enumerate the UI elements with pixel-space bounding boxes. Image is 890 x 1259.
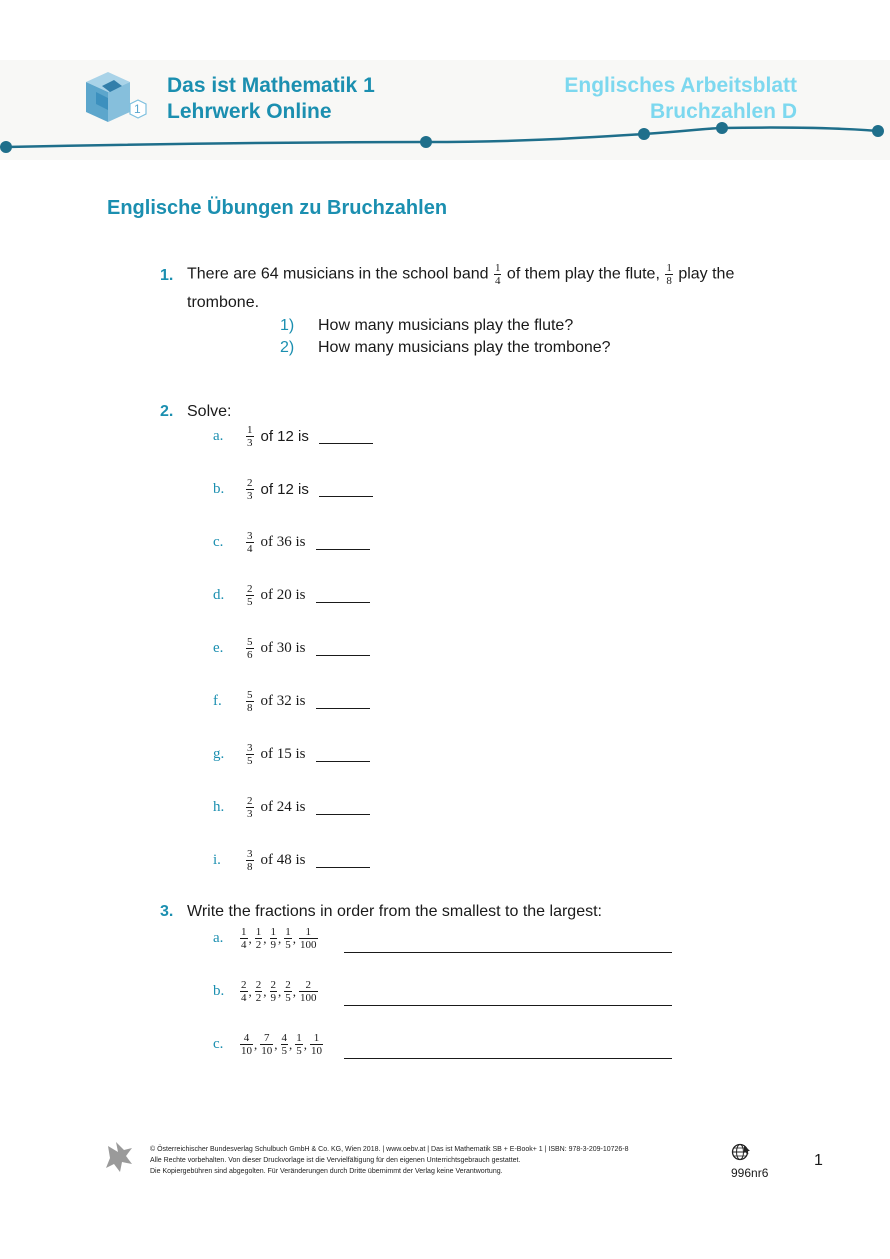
- fraction: $\frac{1}{4}$: [494, 262, 501, 287]
- answer-blank[interactable]: [319, 429, 373, 444]
- fraction: $\frac{2}{5}$: [247, 583, 253, 608]
- solve-item: [213, 477, 373, 502]
- order-row: [213, 926, 319, 951]
- item-letter: g.: [213, 746, 225, 762]
- item-letter: f.: [213, 693, 222, 709]
- item-letter: c.: [213, 534, 224, 550]
- comma: ,: [263, 983, 267, 999]
- q1-sub-number: 1): [280, 317, 295, 334]
- q1-text-b: of them play the flute,: [506, 265, 660, 283]
- answer-blank[interactable]: [316, 694, 370, 709]
- fraction: $\frac{1}{5}$: [296, 1032, 302, 1057]
- item-text: of 36 is: [260, 534, 306, 550]
- comma: ,: [274, 1036, 278, 1052]
- curve-dot: [638, 128, 650, 140]
- comma: ,: [254, 1036, 258, 1052]
- comma: ,: [289, 1036, 293, 1052]
- curve-dot: [872, 125, 884, 137]
- item-letter: d.: [213, 587, 225, 603]
- comma: ,: [292, 983, 296, 999]
- item-text: of 30 is: [260, 640, 306, 656]
- item-text: of 24 is: [260, 799, 306, 815]
- answer-blank[interactable]: [316, 853, 370, 868]
- answer-line[interactable]: [344, 1005, 672, 1006]
- order-row: [213, 1032, 324, 1057]
- item-text: of 32 is: [260, 693, 306, 709]
- item-letter: b.: [213, 983, 225, 999]
- publisher-logo-icon: [104, 1142, 134, 1174]
- solve-item: [213, 530, 370, 555]
- sheet-title: Englisches Arbeitsblatt: [564, 74, 797, 97]
- fraction: $\frac{3}{5}$: [247, 742, 253, 767]
- book-subtitle: Lehrwerk Online: [167, 100, 332, 123]
- fraction: $\frac{2}{9}$: [270, 979, 276, 1004]
- fraction: $\frac{1}{5}$: [285, 926, 291, 951]
- q1-sub-text: How many musicians play the flute?: [318, 317, 574, 334]
- fraction: $\frac{4}{10}$: [241, 1032, 252, 1057]
- answer-blank[interactable]: [319, 482, 373, 497]
- curve-dot: [0, 141, 12, 153]
- item-letter: c.: [213, 1036, 224, 1052]
- fraction: $\frac{3}{8}$: [247, 848, 253, 873]
- q1-text: [187, 262, 807, 287]
- solve-item: [213, 742, 370, 767]
- book-title: Das ist Mathematik 1: [167, 74, 375, 97]
- fraction: $\frac{1}{8}$: [666, 262, 672, 287]
- answer-blank[interactable]: [316, 588, 370, 603]
- solve-item: [213, 583, 370, 608]
- fraction: $\frac{1}{4}$: [241, 926, 247, 951]
- solve-item: [213, 848, 370, 873]
- cube-logo-icon: [84, 70, 154, 130]
- item-text: of 12 is: [260, 428, 309, 445]
- item-letter: a.: [213, 930, 224, 946]
- footer-line-1: © Österreichischer Bundesverlag Schulbuch GmbH & Co. KG, Wien 2018. | www.oebv.at | Das ist Mathematik SB + E-Book+ 1 | ISBN: 978-3-209-10726-8: [150, 1146, 629, 1153]
- fraction: $\frac{5}{8}$: [247, 689, 253, 714]
- fraction: $\frac{1}{10}$: [311, 1032, 322, 1057]
- fraction: $\frac{7}{10}$: [261, 1032, 273, 1057]
- order-row: [213, 979, 319, 1004]
- footer-line-2: Alle Rechte vorbehalten. Von dieser Druckvorlage ist die Vervielfältigung für den eigenen Unterrichtsgebrauch gestattet.: [150, 1157, 521, 1164]
- sheet-subtitle: Bruchzahlen D: [649, 100, 797, 123]
- q2-number: 2.: [160, 403, 174, 420]
- comma: ,: [248, 930, 252, 946]
- page-number: 1: [814, 1152, 823, 1169]
- q1-text-c: play the: [678, 265, 735, 283]
- item-letter: i.: [213, 852, 221, 868]
- comma: ,: [263, 930, 267, 946]
- logo-number: 1: [134, 102, 141, 116]
- answer-line[interactable]: [344, 952, 672, 953]
- q3-number: 3.: [160, 903, 174, 920]
- q2-text: Solve:: [187, 403, 232, 420]
- q3-text: Write the fractions in order from the smallest to the largest:: [187, 903, 602, 920]
- item-text: of 20 is: [260, 587, 306, 603]
- globe-icon[interactable]: [731, 1142, 751, 1162]
- q1-text-d: trombone.: [187, 294, 260, 311]
- fraction: $\frac{1}{2}$: [255, 926, 262, 951]
- fraction: $\frac{1}{9}$: [270, 926, 276, 951]
- item-letter: e.: [213, 640, 224, 656]
- item-text: of 48 is: [260, 852, 306, 868]
- q1-text-a: There are 64 musicians in the school band: [187, 265, 489, 283]
- fraction: $\frac{2}{2}$: [255, 979, 262, 1004]
- comma: ,: [303, 1036, 307, 1052]
- solve-item: [213, 424, 373, 449]
- solve-item: [213, 795, 370, 820]
- curve-dot: [420, 136, 432, 148]
- answer-line[interactable]: [344, 1058, 672, 1059]
- answer-blank[interactable]: [316, 535, 370, 550]
- answer-blank[interactable]: [316, 800, 370, 815]
- comma: ,: [278, 930, 282, 946]
- q1-sub-number: 2): [280, 339, 295, 356]
- item-letter: h.: [213, 799, 225, 815]
- footer-line-3: Die Kopiergebühren sind abgegolten. Für Veränderungen durch Dritte übernimmt der Verlag keine Verantwortung.: [150, 1168, 503, 1175]
- item-letter: b.: [213, 481, 225, 497]
- page-title: Englische Übungen zu Bruchzahlen: [107, 197, 448, 219]
- logo: [84, 70, 154, 130]
- fraction: $\frac{3}{4}$: [247, 530, 253, 555]
- fraction: $\frac{2}{4}$: [241, 979, 247, 1004]
- q1-number: 1.: [160, 267, 174, 284]
- code-link[interactable]: 996nr6: [731, 1166, 769, 1180]
- fraction: $\frac{2}{5}$: [285, 979, 291, 1004]
- fraction: $\frac{1}{3}$: [247, 424, 253, 449]
- comma: ,: [278, 983, 282, 999]
- fraction: $\frac{2}{3}$: [247, 795, 253, 820]
- comma: ,: [292, 930, 296, 946]
- item-letter: a.: [213, 428, 224, 444]
- fraction: $\frac{5}{6}$: [247, 636, 253, 661]
- fraction: $\frac{1}{100}$: [300, 926, 317, 951]
- item-text: of 15 is: [260, 746, 306, 762]
- answer-blank[interactable]: [316, 747, 370, 762]
- comma: ,: [248, 983, 252, 999]
- q1-sub-text: How many musicians play the trombone?: [318, 339, 611, 356]
- fraction: $\frac{4}{5}$: [281, 1032, 287, 1057]
- solve-item: [213, 636, 370, 661]
- item-text: of 12 is: [260, 481, 309, 498]
- answer-blank[interactable]: [316, 641, 370, 656]
- fraction: $\frac{2}{3}$: [247, 477, 253, 502]
- solve-item: [213, 689, 370, 714]
- fraction: $\frac{2}{100}$: [300, 979, 317, 1004]
